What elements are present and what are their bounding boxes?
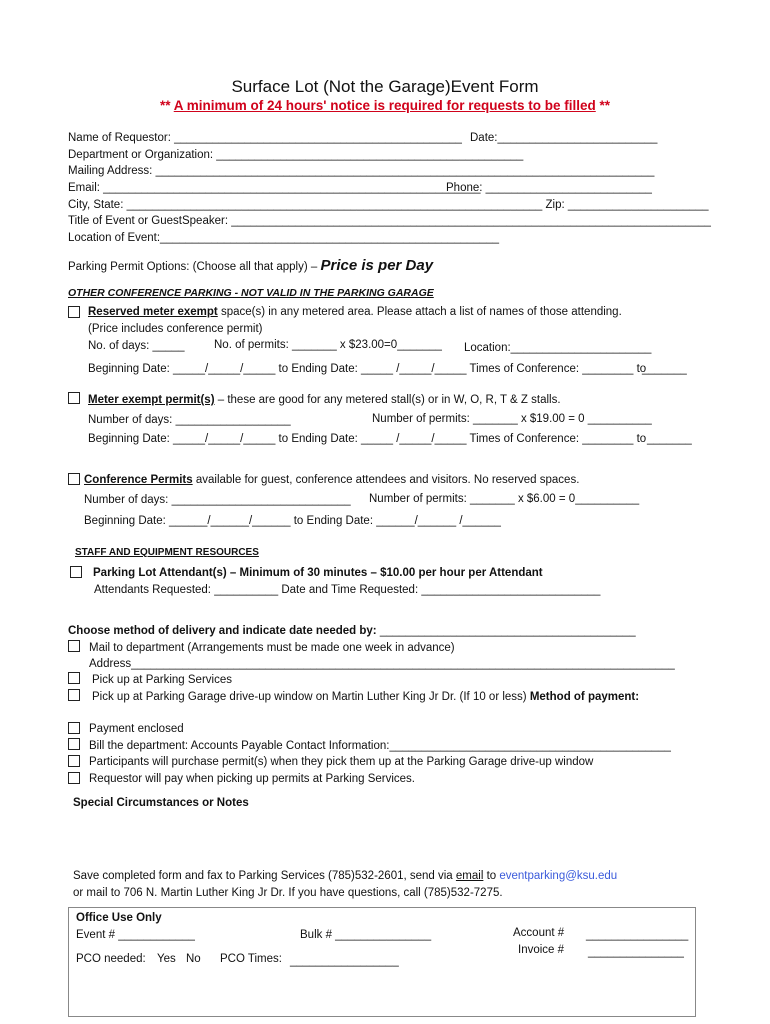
requestor-pay-checkbox[interactable] xyxy=(68,772,80,784)
conference-permits-desc: available for guest, conference attendees and visitors. No reserved spaces. xyxy=(192,474,580,486)
delivery-date-line: ________________________________________ xyxy=(376,625,636,637)
requestor-pay-label: Requestor will pay when picking up permits at Parking Services. xyxy=(89,773,415,785)
parking-options-label xyxy=(68,259,433,274)
reserved-permits-field[interactable] xyxy=(214,338,442,352)
mail-to-department-checkbox[interactable] xyxy=(68,640,80,652)
parking-options-text: Parking Permit Options: (Choose all that apply) – xyxy=(68,261,318,273)
phone-field[interactable]: Phone: __________________________ xyxy=(446,182,652,194)
footer-instructions-line1 xyxy=(73,869,617,883)
pickup-garage-label xyxy=(92,690,639,704)
meter-days-field[interactable]: Number of days: __________________ xyxy=(88,414,291,426)
email-field[interactable]: Email: ___________________________________________________________ xyxy=(68,182,481,194)
reserved-dates-end-field[interactable]: _______ xyxy=(642,363,687,375)
reserved-price-note: (Price includes conference permit) xyxy=(88,323,263,335)
meter-exempt-checkbox[interactable] xyxy=(68,392,80,404)
pco-yes-option[interactable]: Yes xyxy=(157,953,176,965)
office-account-label: Account # xyxy=(513,927,565,939)
city-state-zip-field[interactable]: City, State: _________________________________________________________________ Zip: ______________________ xyxy=(68,199,709,211)
pickup-garage-checkbox[interactable] xyxy=(68,689,80,701)
notice-banner xyxy=(0,98,770,113)
event-location-field[interactable]: Location of Event:_____________________________________________________ xyxy=(68,232,500,244)
reserved-meter-checkbox[interactable] xyxy=(68,306,80,318)
pco-no-option[interactable]: No xyxy=(186,953,201,965)
office-invoice-field[interactable]: _______________ xyxy=(588,946,684,958)
conference-permits-heading: Conference Permits xyxy=(84,474,193,486)
reserved-total-line: _______ xyxy=(397,339,442,351)
conference-total-line: __________ xyxy=(575,493,640,505)
footer-line1-prefix: Save completed form and fax to Parking Services (785)532-2601, send via xyxy=(73,870,456,882)
conference-permits-description xyxy=(84,473,579,487)
meter-total-line: __________ xyxy=(587,413,652,425)
attendant-checkbox[interactable] xyxy=(70,566,82,578)
conference-permits-field[interactable] xyxy=(369,492,639,506)
reserved-total-value: 0 xyxy=(390,339,398,351)
payment-enclosed-label: Payment enclosed xyxy=(89,723,184,735)
participants-purchase-checkbox[interactable] xyxy=(68,755,80,767)
bill-department-field[interactable]: Bill the department: Accounts Payable Contact Information:____________________________________________ xyxy=(89,740,671,752)
reserved-meter-desc: space(s) in any metered area. Please attach a list of names of those attending. xyxy=(217,306,622,318)
office-event-number-field[interactable]: Event # ____________ xyxy=(76,929,195,941)
mailing-address-field[interactable]: Mailing Address: ______________________________________________________________________________ xyxy=(68,165,655,177)
special-notes-heading: Special Circumstances or Notes xyxy=(73,797,249,809)
payment-enclosed-checkbox[interactable] xyxy=(68,722,80,734)
reserved-meter-description xyxy=(88,305,622,319)
meter-permits-label: Number of permits: _______ x $19.00 = xyxy=(372,413,575,425)
payment-method-heading: Method of payment: xyxy=(526,691,640,703)
meter-exempt-desc: – these are good for any metered stall(s) or in W, O, R, T & Z stalls. xyxy=(214,394,561,406)
pickup-services-checkbox[interactable] xyxy=(68,672,80,684)
pickup-garage-text: Pick up at Parking Garage drive-up window on Martin Luther King Jr Dr. (If 10 or less) xyxy=(92,691,527,703)
mail-to-department-label: Mail to department (Arrangements must be made one week in advance) xyxy=(89,642,455,654)
event-title-field[interactable]: Title of Event or GuestSpeaker: ___________________________________________________________________________ xyxy=(68,215,711,227)
requestor-name-field[interactable]: Name of Requestor: _____________________________________________ xyxy=(68,132,462,144)
delivery-address-field[interactable]: Address_____________________________________________________________________________________ xyxy=(89,658,675,670)
conference-days-field[interactable]: Number of days: ____________________________ xyxy=(84,494,351,506)
office-invoice-label: Invoice # xyxy=(518,944,565,956)
meter-exempt-heading: Meter exempt permit(s) xyxy=(88,394,215,406)
reserved-dates-field[interactable]: Beginning Date: _____/_____/_____ to Ending Date: _____ /_____/_____ Times of Conference: ________ to xyxy=(88,363,647,375)
meter-dates-field[interactable]: Beginning Date: _____/_____/_____ to Ending Date: _____ /_____/_____ Times of Conference: ________ to xyxy=(88,433,647,445)
attendant-option-label: Parking Lot Attendant(s) – Minimum of 30 minutes – $10.00 per hour per Attendant xyxy=(93,567,543,579)
participants-purchase-label: Participants will purchase permit(s) when they pick them up at the Parking Garage drive-up window xyxy=(89,756,594,768)
pickup-services-label: Pick up at Parking Services xyxy=(92,674,232,686)
notice-suffix: ** xyxy=(595,98,611,113)
email-word: email xyxy=(455,870,484,882)
office-bulk-number-field[interactable]: Bulk # _______________ xyxy=(300,929,432,941)
attendants-requested-field[interactable]: Attendants Requested: __________ Date and Time Requested: ____________________________ xyxy=(94,584,601,596)
bill-department-checkbox[interactable] xyxy=(68,738,80,750)
price-per-day-note: Price is per Day xyxy=(320,257,434,274)
office-use-heading: Office Use Only xyxy=(76,912,162,924)
pco-times-label: PCO Times: xyxy=(220,953,282,965)
notice-text: A minimum of 24 hours' notice is required for requests to be filled xyxy=(173,98,596,113)
conference-permits-checkbox[interactable] xyxy=(68,473,80,485)
reserved-meter-heading: Reserved meter exempt xyxy=(88,306,218,318)
other-conference-section-title: OTHER CONFERENCE PARKING - NOT VALID IN THE PARKING GARAGE xyxy=(68,287,434,299)
meter-dates-end-field[interactable]: _______ xyxy=(647,433,692,445)
office-account-field[interactable]: ________________ xyxy=(586,929,689,941)
pco-needed-label: PCO needed: xyxy=(76,953,146,965)
department-field[interactable]: Department or Organization: ________________________________________________ xyxy=(68,149,524,161)
reserved-location-field[interactable]: Location:______________________ xyxy=(464,342,652,354)
meter-permits-field[interactable] xyxy=(372,412,652,426)
reserved-permits-label: No. of permits: _______ x $23.00= xyxy=(214,339,391,351)
delivery-heading-text: Choose method of delivery and indicate date needed by: xyxy=(68,625,377,637)
meter-exempt-description xyxy=(88,393,561,407)
pco-times-field[interactable]: _________________ xyxy=(290,955,399,967)
conference-total-value: 0 xyxy=(568,493,576,505)
delivery-heading[interactable] xyxy=(68,624,636,638)
footer-line1-to: to xyxy=(483,870,500,882)
event-parking-email-link[interactable]: eventparking@ksu.edu xyxy=(499,870,618,882)
footer-instructions-line2: or mail to 706 N. Martin Luther King Jr Dr. If you have questions, call (785)532-7275. xyxy=(73,887,503,899)
conference-permits-label: Number of permits: _______ x $6.00 = xyxy=(369,493,566,505)
meter-total-value: 0 xyxy=(578,413,585,425)
date-field[interactable]: Date:_________________________ xyxy=(470,132,658,144)
notice-prefix: ** xyxy=(159,98,174,113)
reserved-days-field[interactable]: No. of days: _____ xyxy=(88,340,185,352)
staff-section-title: STAFF AND EQUIPMENT RESOURCES xyxy=(75,547,259,558)
form-title: Surface Lot (Not the Garage)Event Form xyxy=(231,77,539,96)
conference-dates-field[interactable]: Beginning Date: ______/______/______ to Ending Date: ______/______ /______ xyxy=(84,515,501,527)
